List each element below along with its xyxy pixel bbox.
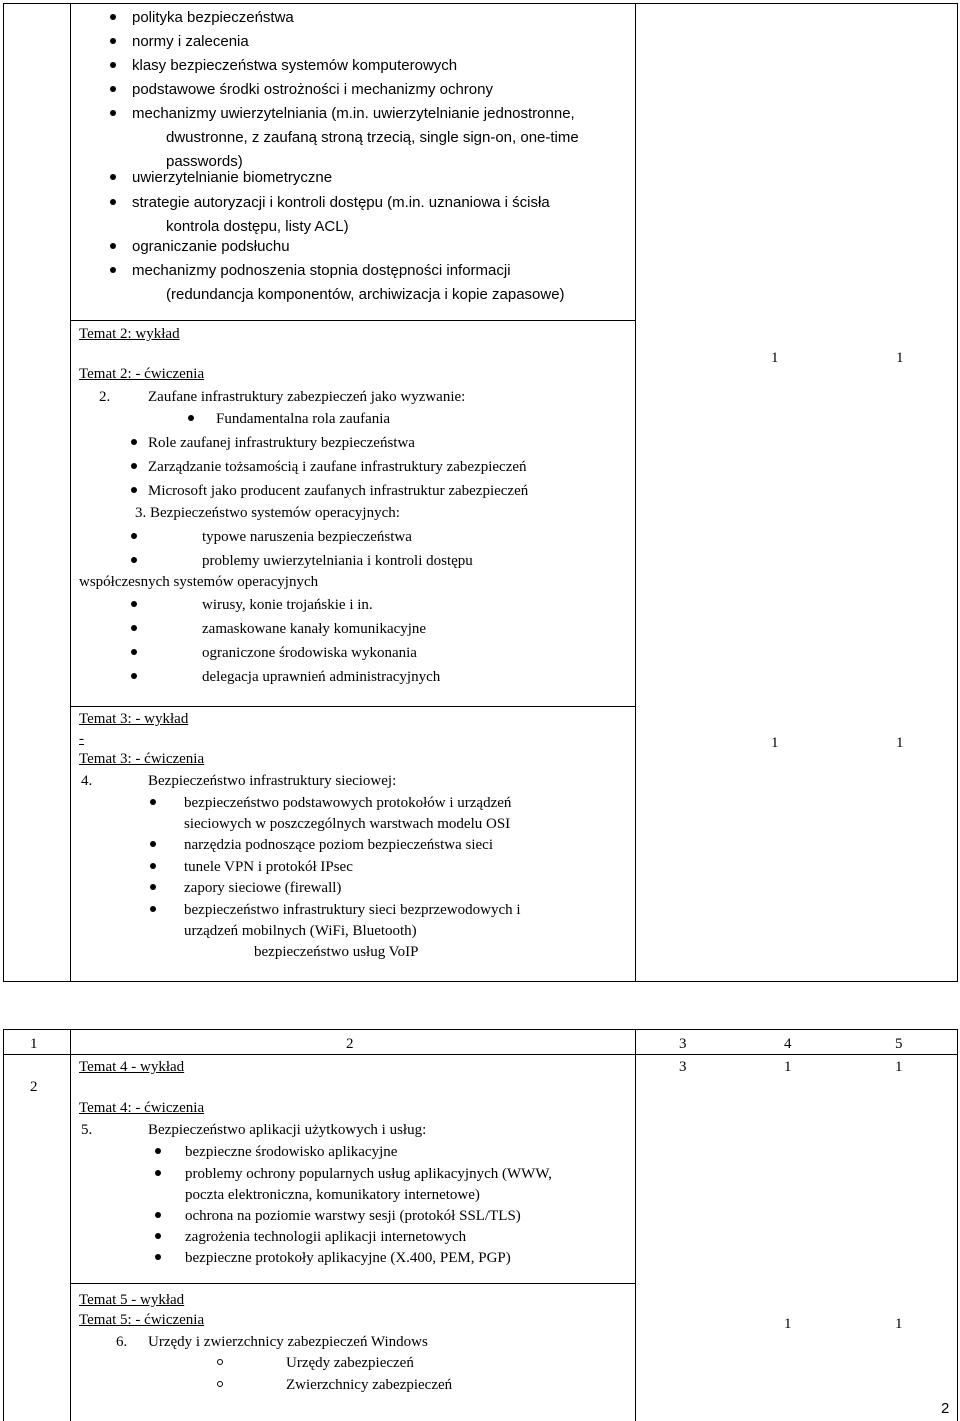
bullet-icon (110, 110, 116, 116)
table1-top-border (3, 3, 958, 4)
topic2-exercises-label: Temat 2: - ćwiczenia (79, 366, 205, 382)
list-item-line: (redundancja komponentów, archiwizacja i kopie zapasowe) (166, 286, 565, 303)
list-item-line: poczta elektroniczna, komunikatory internetowe) (185, 1187, 480, 1203)
topic4-heading: Bezpieczeństwo aplikacji użytkowych i usług: (148, 1122, 427, 1138)
os-item: typowe naruszenia bezpieczeństwa (202, 529, 412, 545)
bullet-icon (155, 1233, 161, 1239)
list-item-line: passwords) (166, 153, 243, 170)
list-item-line: urządzeń mobilnych (WiFi, Bluetooth) (184, 923, 417, 939)
list-item-line: podstawowe środki ostrożności i mechanizmy ochrony (132, 81, 493, 98)
topic4-heading-number: 5. (81, 1122, 93, 1138)
list-item-line: problemy ochrony popularnych usług aplikacyjnych (WWW, (185, 1166, 552, 1182)
list-item-line: normy i zalecenia (132, 33, 249, 50)
topic5-exercises-label: Temat 5: - ćwiczenia (79, 1312, 205, 1328)
table2-right-border (957, 1029, 958, 1421)
list-item-line: mechanizmy podnoszenia stopnia dostępności informacji (132, 262, 511, 279)
bullet-icon (131, 439, 137, 445)
table2-left-border (3, 1029, 4, 1421)
bullet-icon (110, 199, 116, 205)
topic2-item: Fundamentalna rola zaufania (216, 411, 391, 427)
list-item-line: polityka bezpieczeństwa (132, 9, 294, 26)
topic2-item: Microsoft jako producent zaufanych infrastruktur zabezpieczeń (148, 483, 529, 499)
bullet-icon (150, 863, 156, 869)
bullet-icon (131, 487, 137, 493)
bullet-icon (131, 533, 137, 539)
list-item-line: bezpieczeństwo podstawowych protokołów i urządzeń (184, 795, 512, 811)
bullet-icon (150, 884, 156, 890)
os-item-continuation: współczesnych systemów operacyjnych (79, 574, 319, 590)
topic3-extra-item: bezpieczeństwo usług VoIP (254, 944, 419, 960)
bullet-icon (155, 1148, 161, 1154)
table1-bottom-border (3, 981, 958, 982)
list-item-line: kontrola dostępu, listy ACL) (166, 218, 349, 235)
table2-header-col1: 1 (30, 1036, 38, 1052)
list-item-line: sieciowych w poszczególnych warstwach modelu OSI (184, 816, 511, 832)
list-item-line: bezpieczne protokoły aplikacyjne (X.400, PEM, PGP) (185, 1250, 511, 1266)
bullet-icon (110, 267, 116, 273)
table1-left-border (3, 3, 4, 982)
bullet-icon (131, 557, 137, 563)
topic5-item: Zwierzchnicy zabezpieczeń (286, 1377, 453, 1393)
topic2-item: Role zaufanej infrastruktury bezpieczeństwa (148, 435, 415, 451)
table2-header-col4: 4 (784, 1036, 792, 1052)
topic4-hours-exercises: 1 (895, 1059, 903, 1075)
list-item-line: bezpieczeństwo infrastruktury sieci bezprzewodowych i (184, 902, 521, 918)
topic3-lecture-label: Temat 3: - wykład (79, 711, 189, 727)
table2-header-col3: 3 (679, 1036, 687, 1052)
bullet-icon (110, 86, 116, 92)
bullet-icon (110, 174, 116, 180)
table2-header-col5: 5 (895, 1036, 903, 1052)
bullet-icon (131, 601, 137, 607)
table2-header-col2: 2 (346, 1036, 354, 1052)
os-item: ograniczone środowiska wykonania (202, 645, 417, 661)
table1-row-divider (70, 320, 636, 321)
list-item-line: bezpieczne środowisko aplikacyjne (185, 1144, 398, 1160)
circle-bullet-icon (217, 1381, 223, 1387)
topic3-dash: - (79, 731, 84, 747)
list-item-line: narzędzia podnoszące poziom bezpieczeństwa sieci (184, 837, 494, 853)
topic2-item: Zarządzanie tożsamością i zaufane infrastruktury zabezpieczeń (148, 459, 527, 475)
topic4-hours-total: 3 (679, 1059, 687, 1075)
topic3-heading-number: 4. (81, 773, 93, 789)
topic3-exercises-label: Temat 3: - ćwiczenia (79, 751, 205, 767)
topic4-hours-lecture: 1 (784, 1059, 792, 1075)
bullet-icon (150, 906, 156, 912)
list-item-line: tunele VPN i protokół IPsec (184, 859, 353, 875)
bullet-icon (131, 673, 137, 679)
topic2-hours-exercises: 1 (896, 350, 904, 366)
table1-col-divider (70, 3, 71, 982)
topic4-exercises-label: Temat 4: - ćwiczenia (79, 1100, 205, 1116)
topic5-lecture-label: Temat 5 - wykład (79, 1292, 185, 1308)
table2-top-border (3, 1029, 958, 1030)
topic2-hours-lecture: 1 (771, 350, 779, 366)
topic5-heading: Urzędy i zwierzchnicy zabezpieczeń Windows (148, 1334, 428, 1350)
topic5-heading-number: 6. (116, 1334, 128, 1350)
list-item-line: ograniczanie podsłuchu (132, 238, 290, 255)
topic5-hours-lecture: 1 (784, 1316, 792, 1332)
topic3-hours-exercises: 1 (896, 735, 904, 751)
bullet-icon (131, 463, 137, 469)
bullet-icon (155, 1212, 161, 1218)
table2-row-divider (70, 1283, 636, 1284)
list-item-line: uwierzytelnianie biometryczne (132, 169, 333, 186)
os-item: delegacja uprawnień administracyjnych (202, 669, 441, 685)
bullet-icon (188, 415, 194, 421)
bullet-icon (110, 38, 116, 44)
table1-row-divider (70, 706, 636, 707)
bullet-icon (155, 1170, 161, 1176)
list-item-line: zagrożenia technologii aplikacji internetowych (185, 1229, 467, 1245)
bullet-icon (131, 625, 137, 631)
topic2-heading-number: 2. (99, 389, 111, 405)
bullet-icon (110, 62, 116, 68)
os-item: problemy uwierzytelniania i kontroli dostępu (202, 553, 473, 569)
topic5-hours-exercises: 1 (895, 1316, 903, 1332)
list-item-line: klasy bezpieczeństwa systemów komputerowych (132, 57, 458, 74)
topic2-lecture-label: Temat 2: wykład (79, 326, 180, 342)
topic4-lecture-label: Temat 4 - wykład (79, 1059, 185, 1075)
bullet-icon (150, 799, 156, 805)
topic5-item: Urzędy zabezpieczeń (286, 1355, 414, 1371)
bullet-icon (110, 243, 116, 249)
bullet-icon (150, 841, 156, 847)
bullet-icon (155, 1254, 161, 1260)
list-item-line: dwustronne, z zaufaną stroną trzecią, single sign-on, one-time (166, 129, 579, 146)
table1-col-divider (635, 3, 636, 982)
topic3-os-heading: 3. Bezpieczeństwo systemów operacyjnych: (135, 505, 400, 521)
list-item-line: mechanizmy uwierzytelniania (m.in. uwierzytelnianie jednostronne, (132, 105, 575, 122)
row-number: 2 (30, 1079, 38, 1095)
bullet-icon (131, 649, 137, 655)
table2-header-divider (3, 1054, 958, 1055)
topic2-heading: Zaufane infrastruktury zabezpieczeń jako wyzwanie: (148, 389, 466, 405)
bullet-icon (110, 14, 116, 20)
topic3-hours-lecture: 1 (771, 735, 779, 751)
list-item-line: ochrona na poziomie warstwy sesji (protokół SSL/TLS) (185, 1208, 521, 1224)
os-item: zamaskowane kanały komunikacyjne (202, 621, 427, 637)
table2-col-divider (635, 1029, 636, 1421)
table2-col-divider (70, 1029, 71, 1421)
topic3-heading: Bezpieczeństwo infrastruktury sieciowej: (148, 773, 397, 789)
circle-bullet-icon (217, 1359, 223, 1365)
os-item: wirusy, konie trojańskie i in. (202, 597, 373, 613)
list-item-line: zapory sieciowe (firewall) (184, 880, 342, 896)
list-item-line: strategie autoryzacji i kontroli dostępu (m.in. uznaniowa i ścisła (132, 194, 550, 211)
table1-right-border (957, 3, 958, 982)
page-number: 2 (941, 1400, 950, 1417)
